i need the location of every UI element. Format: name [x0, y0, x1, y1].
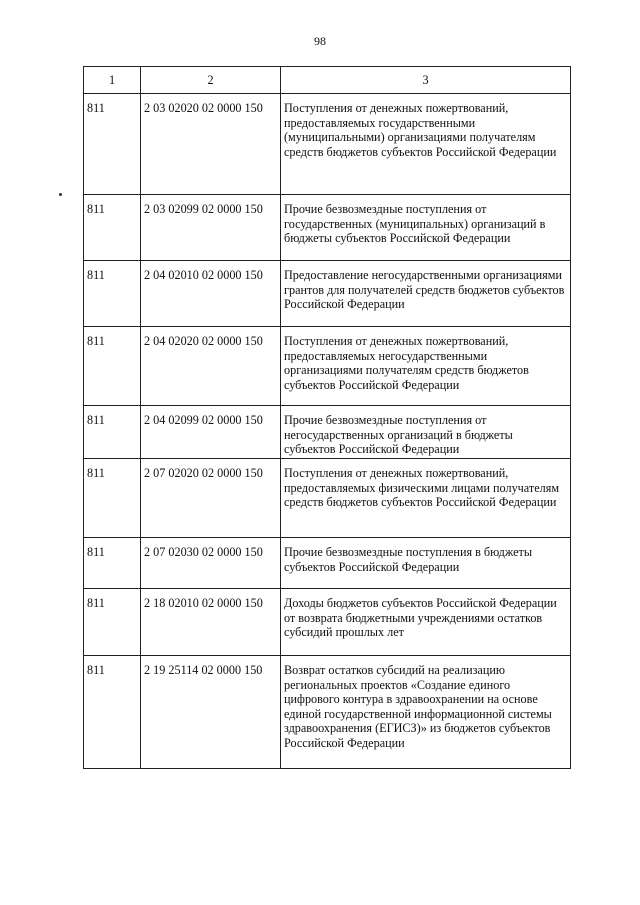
page-number: 98 — [314, 34, 326, 48]
income-name-cell: Прочие безвозмездные поступления в бюджеты субъектов Российской Федерации — [281, 538, 571, 589]
budget-code-cell: 2 04 02099 02 0000 150 — [141, 406, 281, 459]
table-header-row — [84, 67, 571, 94]
budget-code-cell: 2 04 02020 02 0000 150 — [141, 327, 281, 406]
admin-code-cell: 811 — [84, 327, 141, 406]
budget-code-cell: 2 18 02010 02 0000 150 — [141, 589, 281, 656]
table-row — [84, 94, 571, 195]
budget-code-cell: 2 19 25114 02 0000 150 — [141, 656, 281, 769]
table-row — [84, 589, 571, 656]
income-name-cell: Доходы бюджетов субъектов Российской Федерации от возврата бюджетными учреждениями остатков субсидий прошлых лет — [281, 589, 571, 656]
table-row — [84, 261, 571, 327]
admin-code-cell: 811 — [84, 656, 141, 769]
budget-code-cell: 2 03 02020 02 0000 150 — [141, 94, 281, 195]
admin-code-cell: 811 — [84, 195, 141, 261]
margin-dot — [59, 193, 62, 196]
budget-code-cell: 2 07 02030 02 0000 150 — [141, 538, 281, 589]
table-row — [84, 538, 571, 589]
table-row — [84, 406, 571, 459]
admin-code-cell: 811 — [84, 94, 141, 195]
income-name-cell: Предоставление негосударственными организациями грантов для получателей средств бюджетов субъектов Российской Федерации — [281, 261, 571, 327]
admin-code-cell: 811 — [84, 261, 141, 327]
admin-code-cell: 811 — [84, 538, 141, 589]
admin-code-cell: 811 — [84, 589, 141, 656]
admin-code-cell: 811 — [84, 406, 141, 459]
budget-code-cell: 2 03 02099 02 0000 150 — [141, 195, 281, 261]
admin-code-cell: 811 — [84, 459, 141, 538]
income-name-cell: Поступления от денежных пожертвований, предоставляемых государственными (муниципальными) организациями получателям средств бюджетов субъектов Российской Федерации — [281, 94, 571, 195]
income-name-cell: Прочие безвозмездные поступления от государственных (муниципальных) организаций в бюджеты субъектов Российской Федерации — [281, 195, 571, 261]
column-header-1: 1 — [84, 67, 141, 94]
income-name-cell: Прочие безвозмездные поступления от негосударственных организаций в бюджеты субъектов Российской Федерации — [281, 406, 571, 459]
budget-code-cell: 2 07 02020 02 0000 150 — [141, 459, 281, 538]
income-name-cell: Поступления от денежных пожертвований, предоставляемых негосударственными организациями получателям средств бюджетов субъектов Российской Федерации — [281, 327, 571, 406]
table-row — [84, 656, 571, 769]
table-row — [84, 327, 571, 406]
column-header-3: 3 — [281, 67, 571, 94]
table-row — [84, 195, 571, 261]
budget-classification-table — [83, 66, 571, 769]
budget-code-cell: 2 04 02010 02 0000 150 — [141, 261, 281, 327]
income-name-cell: Возврат остатков субсидий на реализацию региональных проектов «Создание единого цифрового контура в здравоохранении на основе единой государственной информационной системы здравоохранения (ЕГИСЗ)» из бюджетов субъектов Российской Федерации — [281, 656, 571, 769]
table-row — [84, 459, 571, 538]
column-header-2: 2 — [141, 67, 281, 94]
income-name-cell: Поступления от денежных пожертвований, предоставляемых физическими лицами получателям средств бюджетов субъектов Российской Федерации — [281, 459, 571, 538]
